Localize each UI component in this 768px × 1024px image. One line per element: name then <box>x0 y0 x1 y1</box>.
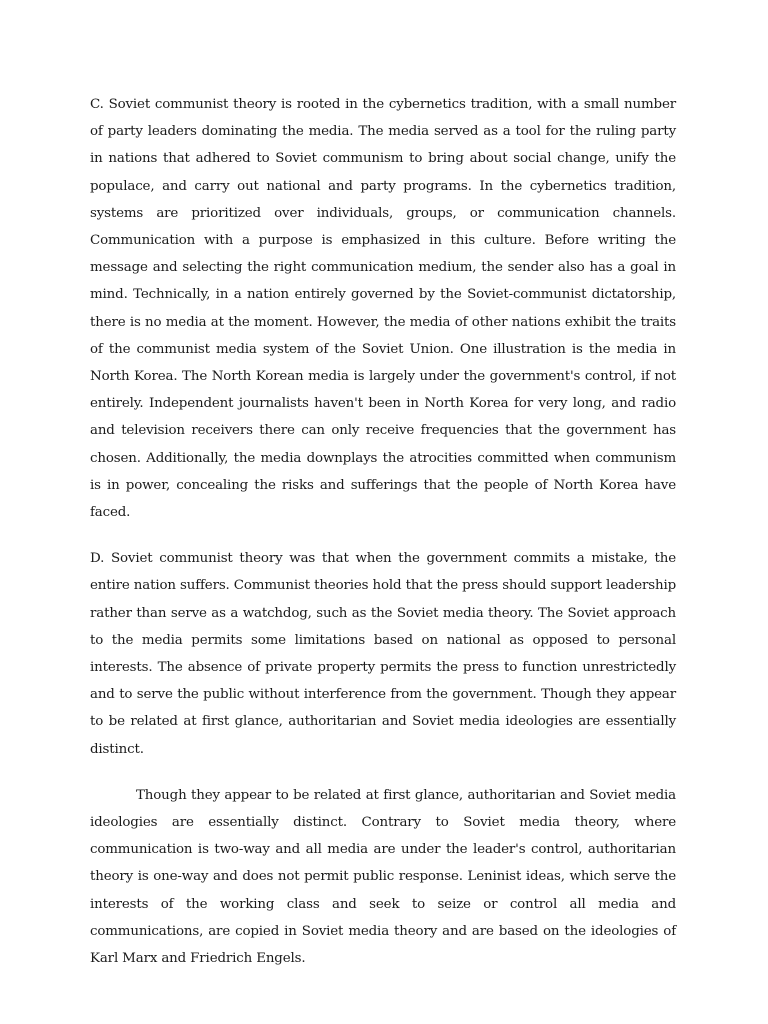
paragraph-indented: Though they appear to be related at first glance, authoritarian and Soviet media ideologies are essentially distinct. Contrary to Soviet media theory, where communication is two-way and all media are under the leader's control, authoritarian theory is one-way and does not permit public response. Leninist ideas, which serve the interests of the working class and seek to seize or control all media and communications, are copied in Soviet media theory and are based on the ideologies of Karl Marx and Friedrich Engels. <box>90 787 676 967</box>
document-page <box>90 91 676 972</box>
paragraph-d: D. Soviet communist theory was that when the government commits a mistake, the entire nation suffers. Communist theories hold that the press should support leadership rather than serve as a watchdog, such as the Soviet media theory. The Soviet approach to the media permits some limitations based on national as opposed to personal interests. The absence of private property permits the press to function unrestrictedly and to serve the public without interference from the government. Though they appear to be related at first glance, authoritarian and Soviet media ideologies are essentially distinct. <box>90 551 676 757</box>
paragraph-c: C. Soviet communist theory is rooted in the cybernetics tradition, with a small number of party leaders dominating the media. The media served as a tool for the ruling party in nations that adhered to Soviet communism to bring about social change, unify the populace, and carry out national and party programs. In the cybernetics tradition, systems are prioritized over individuals, groups, or communication channels. Communication with a purpose is emphasized in this culture. Before writing the message and selecting the right communication medium, the sender also has a goal in mind. Technically, in a nation entirely governed by the Soviet-communist dictatorship, there is no media at the moment. However, the media of other nations exhibit the traits of the communist media system of the Soviet Union. One illustration is the media in North Korea. The North Korean media is largely under the government's control, if not entirely. Independent journalists haven't been in North Korea for very long, and radio and television receivers there can only receive frequencies that the government has chosen. Additionally, the media downplays the atrocities committed when communism is in power, concealing the risks and sufferings that the people of North Korea have faced. <box>90 97 676 521</box>
